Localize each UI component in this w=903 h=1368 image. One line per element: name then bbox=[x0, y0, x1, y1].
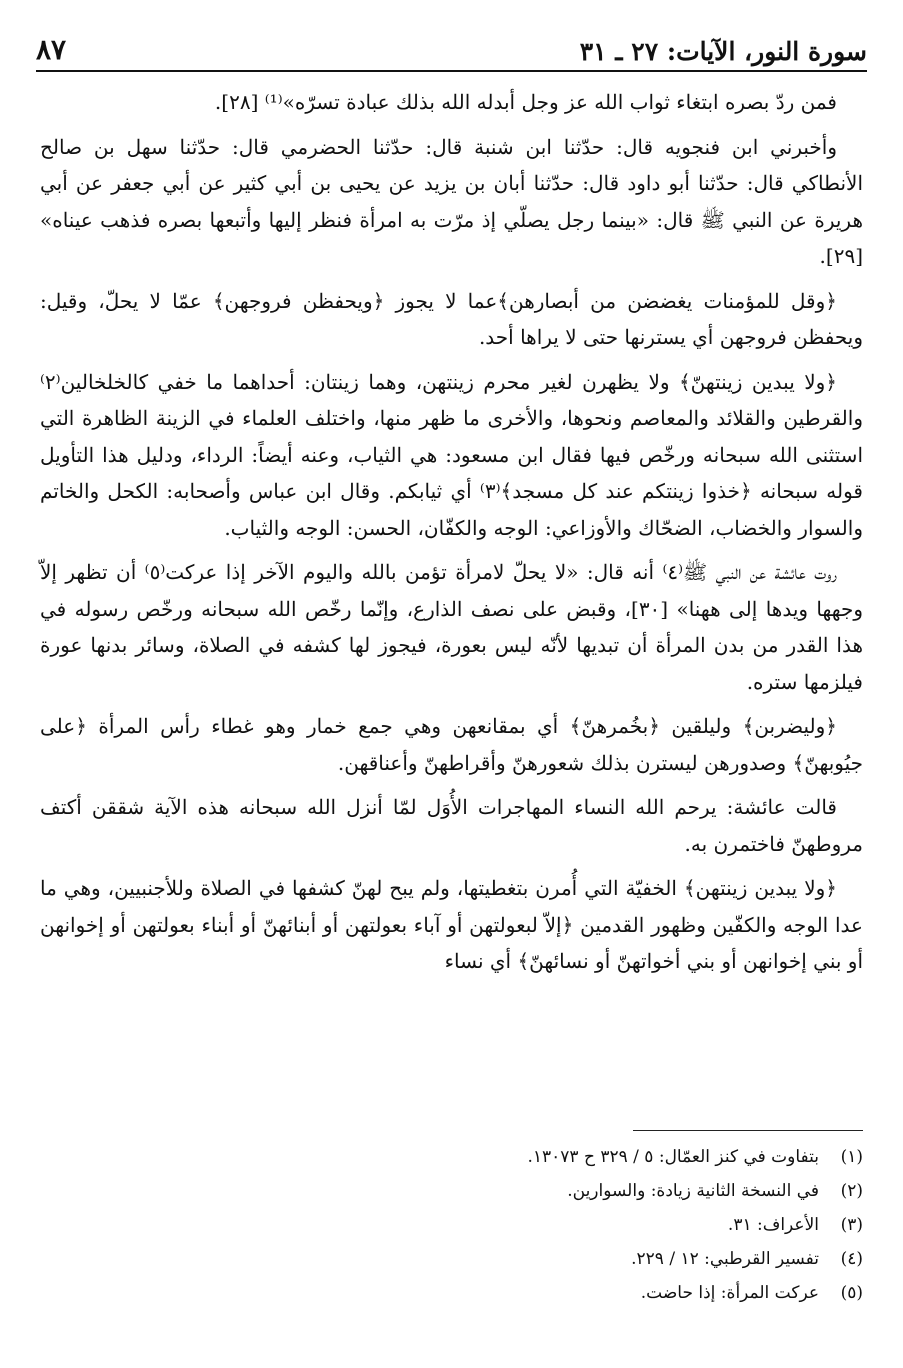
footnote-text: الأعراف: ٣١. bbox=[727, 1215, 819, 1235]
footnote-number: (٥) bbox=[840, 1283, 863, 1303]
footnote-number: (٣) bbox=[840, 1215, 863, 1235]
footnote-text: بتفاوت في كنز العمّال: ٥ / ٣٢٩ ح ١٣٠٧٣. bbox=[527, 1147, 819, 1167]
footnote bbox=[40, 1208, 863, 1242]
footnote-number: (٤) bbox=[840, 1249, 863, 1269]
page-title: سورة النور، الآيات: ٢٧ ـ ٣١ bbox=[579, 37, 867, 66]
paragraph: ﴿وقل للمؤمنات يغضضن من أبصارهن﴾عما لا يجوز ﴿ويحفظن فروجهن﴾ عمّا لا يحلّ، وقيل: ويحفظن فروجهن أي يسترنها حتى لا يراها أحد. bbox=[40, 288, 863, 349]
paragraph: ﴿وليضربن﴾ وليلقين ﴿بخُمرهنّ﴾ أي بمقانعهن وهي جمع خمار وهو غطاء رأس المرأة ﴿على جيُوبهنّ﴾ وصدورهن ليسترن بذلك شعورهنّ وأقراطهنّ وأعناقهن. bbox=[40, 714, 863, 775]
footnote bbox=[40, 1140, 863, 1174]
footnote-divider bbox=[633, 1130, 863, 1131]
paragraph: روت عائشة عن النبي ﷺ⁽٤⁾ أنه قال: «لا يحلّ لامرأة تؤمن بالله واليوم الآخر إذا عركت⁽٥⁾ أن تظهر إلاّ وجهها ويدها إلى ههنا» [٣٠]، وقبض على نصف الذارع، وإنّما رخّص الله سبحانه ورخّص رسوله في هذا القدر من بدن المرأة أن تبديها لأنّه ليس بعورة، فيجوز لها كشفه في الصلاة، وسائر بدنها عورة فيلزمها ستره. bbox=[40, 560, 863, 694]
paragraph: فمن ردّ بصره ابتغاء ثواب الله عز وجل أبدله الله بذلك عبادة تسرّه»⁽¹⁾ [٢٨]. bbox=[214, 90, 837, 114]
paragraph: وأخبرني ابن فنجويه قال: حدّثنا ابن شنبة قال: حدّثنا الحضرمي قال: حدّثنا سهل بن صالح الأنطاكي قال: حدّثنا أبو داود قال: حدّثنا أبان بن يزيد عن يحيى بن أبي كثير عن أبي جعفر عن أبي هريرة عن النبي ﷺ قال: «بينما رجل يصلّي إذ مرّت به امرأة فنظر إليها وأتبعها بصره فذهب عيناه» [٢٩]. bbox=[40, 134, 863, 268]
footnote bbox=[40, 1174, 863, 1208]
paragraph: قالت عائشة: يرحم الله النساء المهاجرات الأُوَل لمّا أنزل الله سبحانه هذه الآية شققن أكتف مروطهنّ فاختمرن به. bbox=[40, 795, 863, 856]
page-header bbox=[36, 26, 867, 72]
paragraph: ﴿ولا يبدين زينتهن﴾ الخفيّة التي أُمرن بتغطيتها، ولم يبح لهنّ كشفها في الصلاة وللأجنبيين، وهي ما عدا الوجه والكفّين وظهور القدمين ﴿إلاّ لبعولتهن أو آباء بعولتهن أو أبنائهنّ أو أبناء بعولتهن أو إخوانهن أو بني إخوانهن أو بني أخواتهنّ أو نسائهنّ﴾ أي نساء bbox=[40, 876, 863, 973]
page-number: ٨٧ bbox=[36, 33, 67, 66]
main-text bbox=[40, 84, 863, 988]
footnote-text: عركت المرأة: إذا حاضت. bbox=[640, 1283, 819, 1303]
footnote-text: في النسخة الثانية زيادة: والسوارين. bbox=[567, 1181, 819, 1201]
footnote-number: (٢) bbox=[840, 1181, 863, 1201]
footnote bbox=[40, 1242, 863, 1276]
paragraph: ﴿ولا يبدين زينتهنّ﴾ ولا يظهرن لغير محرم زينتهن، وهما زينتان: أحداهما ما خفي كالخلخالين⁽٢⁾ والقرطين والقلائد والمعاصم ونحوها، والأخرى ما ظهر منها، واختلف العلماء في الزينة الظاهرة التي استثنى الله سبحانه ورخّص فيها فقال ابن مسعود: هي الثياب، وعنه أيضاً: الرداء، ودليل هذا التأويل قوله سبحانه ﴿خذوا زينتكم عند كل مسجد﴾⁽٣⁾ أي ثيابكم. وقال ابن عباس وأصحابه: الكحل والخاتم والسوار والخضاب، الضحّاك والأوزاعي: الوجه والكفّان، الحسن: الوجه والثياب. bbox=[40, 369, 863, 540]
footnote bbox=[40, 1276, 863, 1310]
footnotes bbox=[40, 1140, 863, 1310]
footnote-text: تفسير القرطبي: ١٢ / ٢٢٩. bbox=[631, 1249, 819, 1269]
footnote-number: (١) bbox=[840, 1147, 863, 1167]
